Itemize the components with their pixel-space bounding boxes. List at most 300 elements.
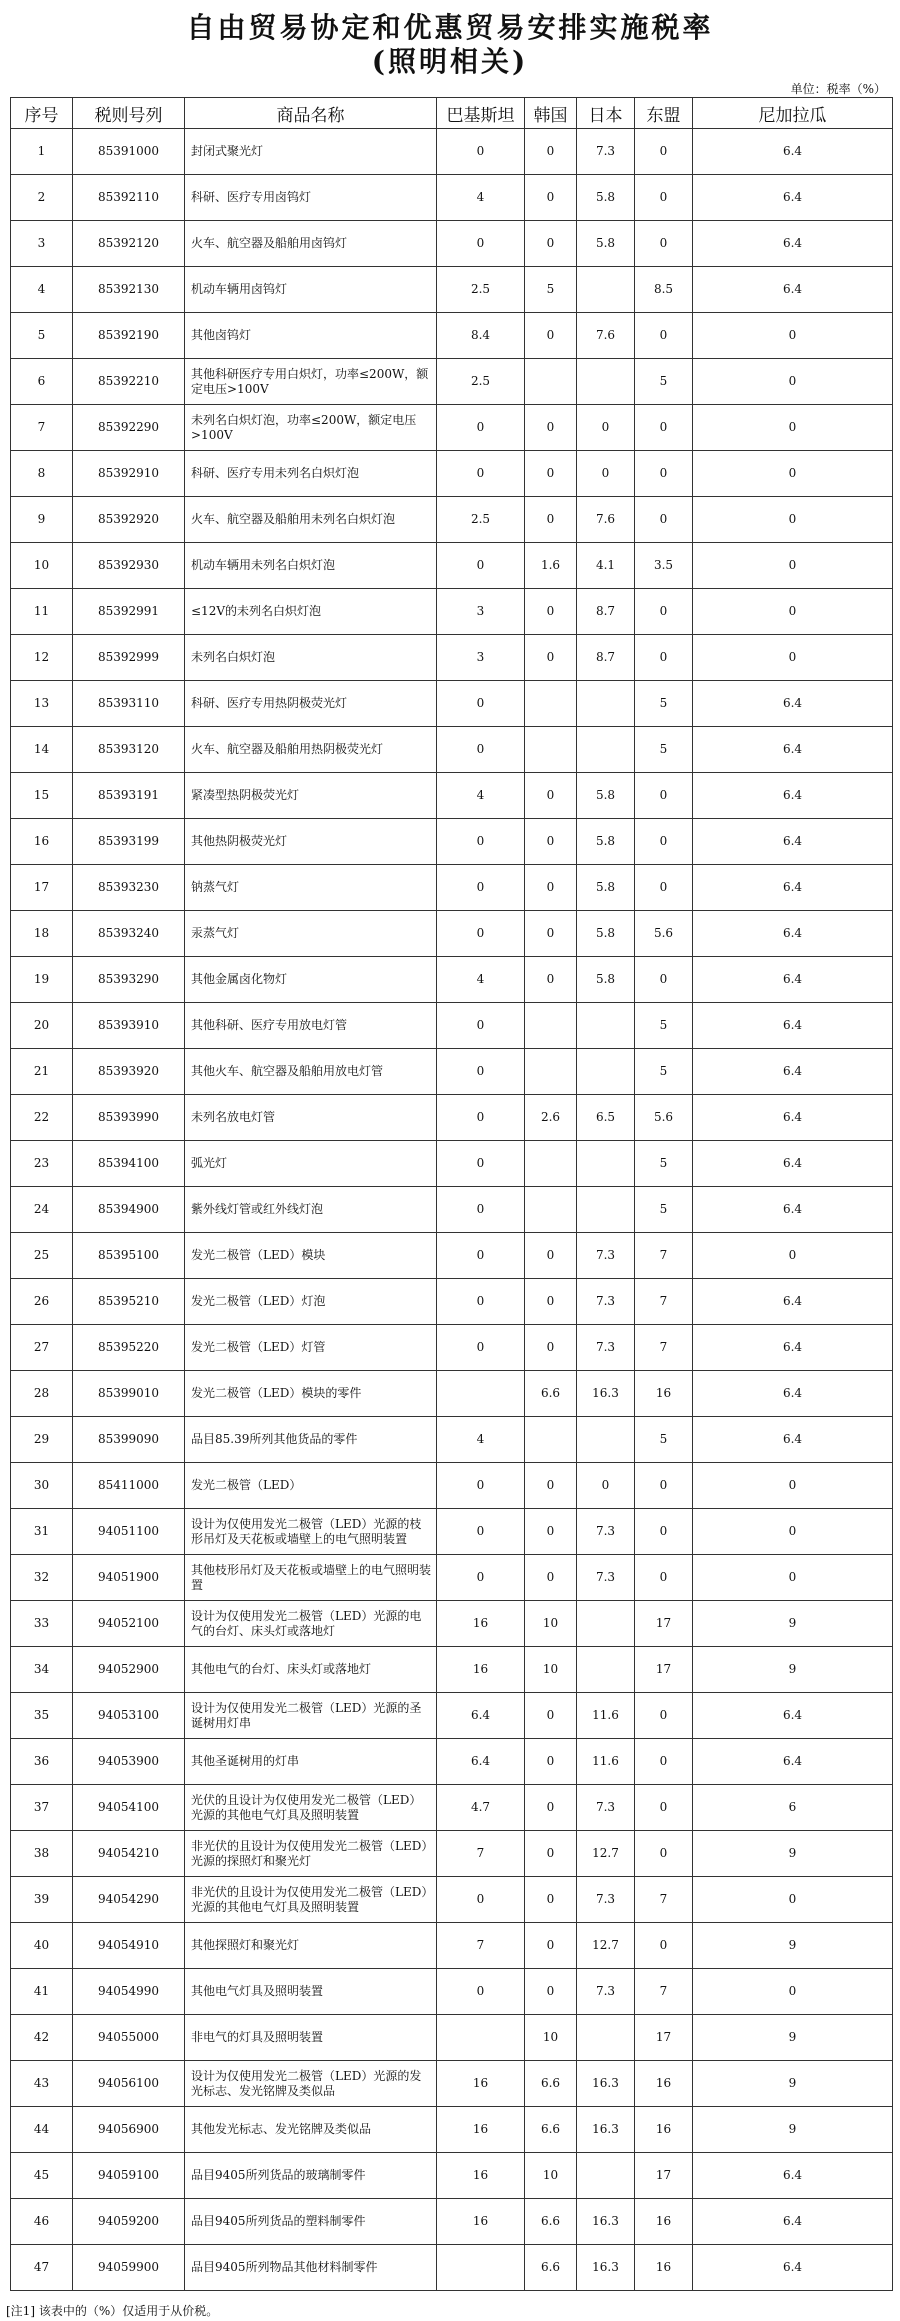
table-row [11,175,893,221]
cell-korea: 10 [525,2015,577,2061]
cell-product-name: 品目85.39所列其他货品的零件 [185,1417,437,1463]
cell-asean: 0 [635,497,693,543]
cell-asean: 0 [635,1923,693,1969]
cell-korea: 6.6 [525,1371,577,1417]
cell-product-name: 封闭式聚光灯 [185,129,437,175]
cell-nicaragua: 0 [693,543,893,589]
cell-pakistan: 0 [437,221,525,267]
cell-japan [577,359,635,405]
cell-japan [577,1647,635,1693]
cell-asean: 0 [635,313,693,359]
cell-asean: 0 [635,819,693,865]
cell-product-name: 紫外线灯管或红外线灯泡 [185,1187,437,1233]
cell-japan [577,1187,635,1233]
table-row [11,635,893,681]
cell-japan: 5.8 [577,957,635,1003]
cell-pakistan: 0 [437,1187,525,1233]
cell-tariff-code: 85392190 [73,313,185,359]
cell-index: 23 [11,1141,73,1187]
cell-asean: 5 [635,1417,693,1463]
cell-product-name: 其他电气的台灯、床头灯或落地灯 [185,1647,437,1693]
cell-japan: 12.7 [577,1923,635,1969]
cell-asean: 0 [635,1785,693,1831]
cell-pakistan: 0 [437,819,525,865]
cell-asean: 5 [635,727,693,773]
cell-asean: 0 [635,451,693,497]
table-row [11,1785,893,1831]
cell-nicaragua: 0 [693,359,893,405]
cell-nicaragua: 0 [693,451,893,497]
unit-note: 单位：税率（%） [790,82,886,96]
table-row [11,129,893,175]
table-row [11,1463,893,1509]
cell-pakistan: 8.4 [437,313,525,359]
cell-japan [577,2015,635,2061]
cell-product-name: 品目9405所列货品的塑料制零件 [185,2199,437,2245]
table-row [11,2061,893,2107]
cell-product-name: 紧凑型热阴极荧光灯 [185,773,437,819]
cell-japan: 0 [577,451,635,497]
cell-pakistan: 16 [437,1647,525,1693]
cell-korea: 0 [525,451,577,497]
cell-product-name: 火车、航空器及船舶用热阴极荧光灯 [185,727,437,773]
cell-japan: 7.3 [577,1555,635,1601]
cell-korea: 6.6 [525,2107,577,2153]
cell-japan [577,1417,635,1463]
table-row [11,1923,893,1969]
cell-japan: 7.6 [577,313,635,359]
cell-tariff-code: 94056900 [73,2107,185,2153]
cell-korea: 0 [525,589,577,635]
cell-asean: 0 [635,635,693,681]
cell-product-name: 机动车辆用卤钨灯 [185,267,437,313]
cell-asean: 16 [635,1371,693,1417]
table-row [11,1969,893,2015]
cell-tariff-code: 85392999 [73,635,185,681]
cell-asean: 0 [635,175,693,221]
cell-product-name: 未列名放电灯管 [185,1095,437,1141]
cell-pakistan: 16 [437,1601,525,1647]
table-row [11,497,893,543]
cell-korea: 10 [525,1647,577,1693]
cell-product-name: 其他卤钨灯 [185,313,437,359]
cell-pakistan: 0 [437,1463,525,1509]
cell-korea [525,727,577,773]
cell-korea: 5 [525,267,577,313]
cell-japan: 7.3 [577,1279,635,1325]
cell-japan: 5.8 [577,911,635,957]
table-row [11,2153,893,2199]
cell-tariff-code: 85392290 [73,405,185,451]
cell-index: 34 [11,1647,73,1693]
cell-nicaragua: 9 [693,2061,893,2107]
cell-korea: 0 [525,1831,577,1877]
cell-japan [577,1601,635,1647]
table-row [11,1601,893,1647]
cell-product-name: 火车、航空器及船舶用卤钨灯 [185,221,437,267]
cell-tariff-code: 85411000 [73,1463,185,1509]
cell-asean: 0 [635,957,693,1003]
cell-pakistan: 7 [437,1831,525,1877]
cell-asean: 16 [635,2107,693,2153]
cell-korea: 6.6 [525,2245,577,2291]
cell-tariff-code: 85395210 [73,1279,185,1325]
table-row [11,2107,893,2153]
table-row [11,589,893,635]
cell-korea: 0 [525,957,577,1003]
cell-index: 20 [11,1003,73,1049]
page-title: 自由贸易协定和优惠贸易安排实施税率 [186,11,714,44]
cell-pakistan: 0 [437,1049,525,1095]
cell-asean: 5 [635,681,693,727]
cell-asean: 5.6 [635,911,693,957]
table-row [11,1739,893,1785]
cell-korea: 6.6 [525,2061,577,2107]
table-row [11,1417,893,1463]
cell-product-name: 其他圣诞树用的灯串 [185,1739,437,1785]
header-cell: 韩国 [525,98,577,129]
cell-asean: 7 [635,1233,693,1279]
cell-nicaragua: 6.4 [693,957,893,1003]
cell-japan: 16.3 [577,2245,635,2291]
cell-pakistan: 3 [437,589,525,635]
cell-korea: 0 [525,1233,577,1279]
table-row [11,911,893,957]
cell-pakistan: 0 [437,911,525,957]
table-body [11,129,893,2291]
cell-index: 2 [11,175,73,221]
cell-asean: 0 [635,773,693,819]
cell-index: 31 [11,1509,73,1555]
cell-product-name: 火车、航空器及船舶用未列名白炽灯泡 [185,497,437,543]
cell-tariff-code: 94051100 [73,1509,185,1555]
table-row [11,773,893,819]
cell-korea: 0 [525,405,577,451]
cell-korea: 0 [525,221,577,267]
cell-product-name: 其他枝形吊灯及天花板或墙壁上的电气照明装置 [185,1555,437,1601]
table-row [11,405,893,451]
cell-pakistan: 0 [437,451,525,497]
cell-tariff-code: 85393110 [73,681,185,727]
cell-asean: 0 [635,221,693,267]
table-row [11,221,893,267]
cell-pakistan: 2.5 [437,497,525,543]
cell-korea: 0 [525,1509,577,1555]
cell-nicaragua: 6.4 [693,2199,893,2245]
cell-nicaragua: 9 [693,2015,893,2061]
cell-korea: 0 [525,129,577,175]
cell-index: 46 [11,2199,73,2245]
cell-product-name: 设计为仅使用发光二极管（LED）光源的发光标志、发光铭牌及类似品 [185,2061,437,2107]
cell-nicaragua: 6.4 [693,1003,893,1049]
cell-pakistan [437,1371,525,1417]
cell-tariff-code: 85391000 [73,129,185,175]
cell-pakistan: 4 [437,1417,525,1463]
cell-pakistan: 2.5 [437,267,525,313]
cell-index: 42 [11,2015,73,2061]
cell-nicaragua: 6.4 [693,1095,893,1141]
cell-index: 44 [11,2107,73,2153]
cell-asean: 0 [635,1693,693,1739]
cell-product-name: 科研、医疗专用未列名白炽灯泡 [185,451,437,497]
cell-japan [577,267,635,313]
cell-index: 18 [11,911,73,957]
cell-korea [525,681,577,727]
table-row [11,2199,893,2245]
cell-korea [525,1003,577,1049]
cell-asean: 5.6 [635,1095,693,1141]
cell-product-name: 其他火车、航空器及船舶用放电灯管 [185,1049,437,1095]
cell-japan [577,2153,635,2199]
cell-nicaragua: 0 [693,313,893,359]
cell-korea [525,1141,577,1187]
cell-pakistan: 0 [437,865,525,911]
cell-index: 28 [11,1371,73,1417]
cell-asean: 17 [635,1601,693,1647]
cell-pakistan: 0 [437,405,525,451]
cell-index: 13 [11,681,73,727]
cell-index: 11 [11,589,73,635]
cell-nicaragua: 6.4 [693,865,893,911]
cell-index: 12 [11,635,73,681]
cell-tariff-code: 85393240 [73,911,185,957]
cell-nicaragua: 9 [693,1831,893,1877]
cell-product-name: 汞蒸气灯 [185,911,437,957]
cell-index: 33 [11,1601,73,1647]
cell-nicaragua: 6.4 [693,129,893,175]
cell-asean: 0 [635,1555,693,1601]
page-subtitle: (照明相关) [371,45,529,78]
cell-korea [525,1049,577,1095]
cell-asean: 7 [635,1969,693,2015]
cell-asean: 7 [635,1279,693,1325]
cell-product-name: 非光伏的且设计为仅使用发光二极管（LED）光源的其他电气灯具及照明装置 [185,1877,437,1923]
cell-korea: 0 [525,911,577,957]
cell-nicaragua: 6.4 [693,221,893,267]
cell-product-name: 非光伏的且设计为仅使用发光二极管（LED）光源的探照灯和聚光灯 [185,1831,437,1877]
cell-japan: 12.7 [577,1831,635,1877]
cell-pakistan: 0 [437,1969,525,2015]
table-row [11,1187,893,1233]
cell-index: 3 [11,221,73,267]
cell-japan: 7.3 [577,1877,635,1923]
cell-asean: 16 [635,2061,693,2107]
cell-korea: 0 [525,1739,577,1785]
table-row [11,957,893,1003]
cell-product-name: 品目9405所列物品其他材料制零件 [185,2245,437,2291]
cell-japan: 4.1 [577,543,635,589]
cell-nicaragua: 0 [693,589,893,635]
cell-product-name: 未列名白炽灯泡 [185,635,437,681]
cell-tariff-code: 94059100 [73,2153,185,2199]
cell-japan: 5.8 [577,221,635,267]
cell-pakistan: 6.4 [437,1693,525,1739]
cell-pakistan: 0 [437,1877,525,1923]
cell-korea: 0 [525,1325,577,1371]
cell-asean: 0 [635,865,693,911]
cell-product-name: 钠蒸气灯 [185,865,437,911]
cell-japan: 8.7 [577,635,635,681]
cell-nicaragua: 9 [693,2107,893,2153]
cell-tariff-code: 94054910 [73,1923,185,1969]
cell-japan: 6.5 [577,1095,635,1141]
cell-nicaragua: 6.4 [693,1325,893,1371]
cell-tariff-code: 94054290 [73,1877,185,1923]
cell-product-name: 科研、医疗专用热阴极荧光灯 [185,681,437,727]
cell-index: 4 [11,267,73,313]
cell-nicaragua: 6.4 [693,2153,893,2199]
cell-index: 47 [11,2245,73,2291]
cell-tariff-code: 94054210 [73,1831,185,1877]
cell-japan: 7.6 [577,497,635,543]
cell-index: 5 [11,313,73,359]
cell-index: 43 [11,2061,73,2107]
cell-asean: 5 [635,1049,693,1095]
cell-tariff-code: 85392930 [73,543,185,589]
cell-pakistan: 4 [437,957,525,1003]
cell-pakistan [437,2245,525,2291]
cell-asean: 5 [635,1187,693,1233]
footnote: [注1] 该表中的（%）仅适用于从价税。 [6,2304,219,2318]
cell-nicaragua: 6.4 [693,1049,893,1095]
cell-index: 29 [11,1417,73,1463]
cell-nicaragua: 6.4 [693,2245,893,2291]
cell-tariff-code: 85393191 [73,773,185,819]
cell-pakistan: 0 [437,543,525,589]
cell-index: 6 [11,359,73,405]
cell-asean: 8.5 [635,267,693,313]
cell-korea [525,359,577,405]
cell-korea [525,1187,577,1233]
cell-product-name: 品目9405所列货品的玻璃制零件 [185,2153,437,2199]
header-cell: 商品名称 [185,98,437,129]
cell-index: 22 [11,1095,73,1141]
cell-nicaragua: 0 [693,497,893,543]
cell-index: 30 [11,1463,73,1509]
cell-product-name: 科研、医疗专用卤钨灯 [185,175,437,221]
cell-japan: 11.6 [577,1693,635,1739]
table-row [11,267,893,313]
cell-index: 41 [11,1969,73,2015]
cell-pakistan: 4 [437,175,525,221]
cell-korea: 0 [525,819,577,865]
cell-nicaragua: 0 [693,405,893,451]
cell-japan: 7.3 [577,1785,635,1831]
table-row [11,1647,893,1693]
cell-tariff-code: 94051900 [73,1555,185,1601]
cell-nicaragua: 0 [693,1877,893,1923]
table-row [11,727,893,773]
cell-product-name: 发光二极管（LED）灯管 [185,1325,437,1371]
cell-product-name: 设计为仅使用发光二极管（LED）光源的圣诞树用灯串 [185,1693,437,1739]
cell-pakistan: 0 [437,1509,525,1555]
cell-index: 24 [11,1187,73,1233]
cell-product-name: 其他金属卤化物灯 [185,957,437,1003]
cell-tariff-code: 94054990 [73,1969,185,2015]
cell-korea: 10 [525,1601,577,1647]
cell-pakistan: 0 [437,1095,525,1141]
cell-korea: 10 [525,2153,577,2199]
cell-pakistan: 4.7 [437,1785,525,1831]
cell-korea: 0 [525,1279,577,1325]
header-cell: 日本 [577,98,635,129]
cell-korea: 0 [525,1923,577,1969]
cell-nicaragua: 0 [693,1969,893,2015]
cell-japan [577,1003,635,1049]
cell-japan: 11.6 [577,1739,635,1785]
cell-index: 36 [11,1739,73,1785]
header-cell: 东盟 [635,98,693,129]
cell-pakistan: 0 [437,1003,525,1049]
table-row [11,1003,893,1049]
cell-asean: 0 [635,1739,693,1785]
cell-index: 32 [11,1555,73,1601]
cell-product-name: 其他科研医疗专用白炽灯，功率≤200W，额定电压>100V [185,359,437,405]
cell-pakistan: 0 [437,1233,525,1279]
cell-japan: 16.3 [577,1371,635,1417]
cell-nicaragua: 6.4 [693,1187,893,1233]
table-row [11,359,893,405]
cell-index: 45 [11,2153,73,2199]
cell-nicaragua: 6.4 [693,773,893,819]
cell-asean: 0 [635,129,693,175]
table-row [11,681,893,727]
cell-pakistan: 3 [437,635,525,681]
cell-pakistan: 2.5 [437,359,525,405]
cell-tariff-code: 94055000 [73,2015,185,2061]
cell-index: 21 [11,1049,73,1095]
header-cell: 序号 [11,98,73,129]
tariff-table [10,97,893,2291]
cell-korea: 0 [525,1463,577,1509]
cell-japan: 16.3 [577,2199,635,2245]
cell-nicaragua: 0 [693,1509,893,1555]
cell-nicaragua: 9 [693,1647,893,1693]
cell-product-name: 其他探照灯和聚光灯 [185,1923,437,1969]
cell-japan [577,727,635,773]
table-row [11,451,893,497]
cell-product-name: 其他电气灯具及照明装置 [185,1969,437,2015]
header-cell: 税则号列 [73,98,185,129]
table-row [11,543,893,589]
header-cell: 巴基斯坦 [437,98,525,129]
cell-asean: 0 [635,1509,693,1555]
cell-index: 35 [11,1693,73,1739]
cell-product-name: 发光二极管（LED）模块 [185,1233,437,1279]
cell-tariff-code: 85392110 [73,175,185,221]
cell-nicaragua: 6 [693,1785,893,1831]
cell-japan [577,681,635,727]
table-row [11,2245,893,2291]
cell-product-name: 弧光灯 [185,1141,437,1187]
table-row [11,1555,893,1601]
cell-index: 26 [11,1279,73,1325]
cell-nicaragua: 9 [693,1601,893,1647]
cell-index: 17 [11,865,73,911]
cell-tariff-code: 94056100 [73,2061,185,2107]
cell-nicaragua: 0 [693,635,893,681]
cell-tariff-code: 94059900 [73,2245,185,2291]
cell-pakistan: 16 [437,2061,525,2107]
cell-nicaragua: 6.4 [693,911,893,957]
cell-nicaragua: 0 [693,1463,893,1509]
cell-tariff-code: 85393290 [73,957,185,1003]
table-row [11,865,893,911]
cell-nicaragua: 6.4 [693,1371,893,1417]
cell-asean: 0 [635,405,693,451]
table-row [11,1693,893,1739]
cell-korea: 6.6 [525,2199,577,2245]
